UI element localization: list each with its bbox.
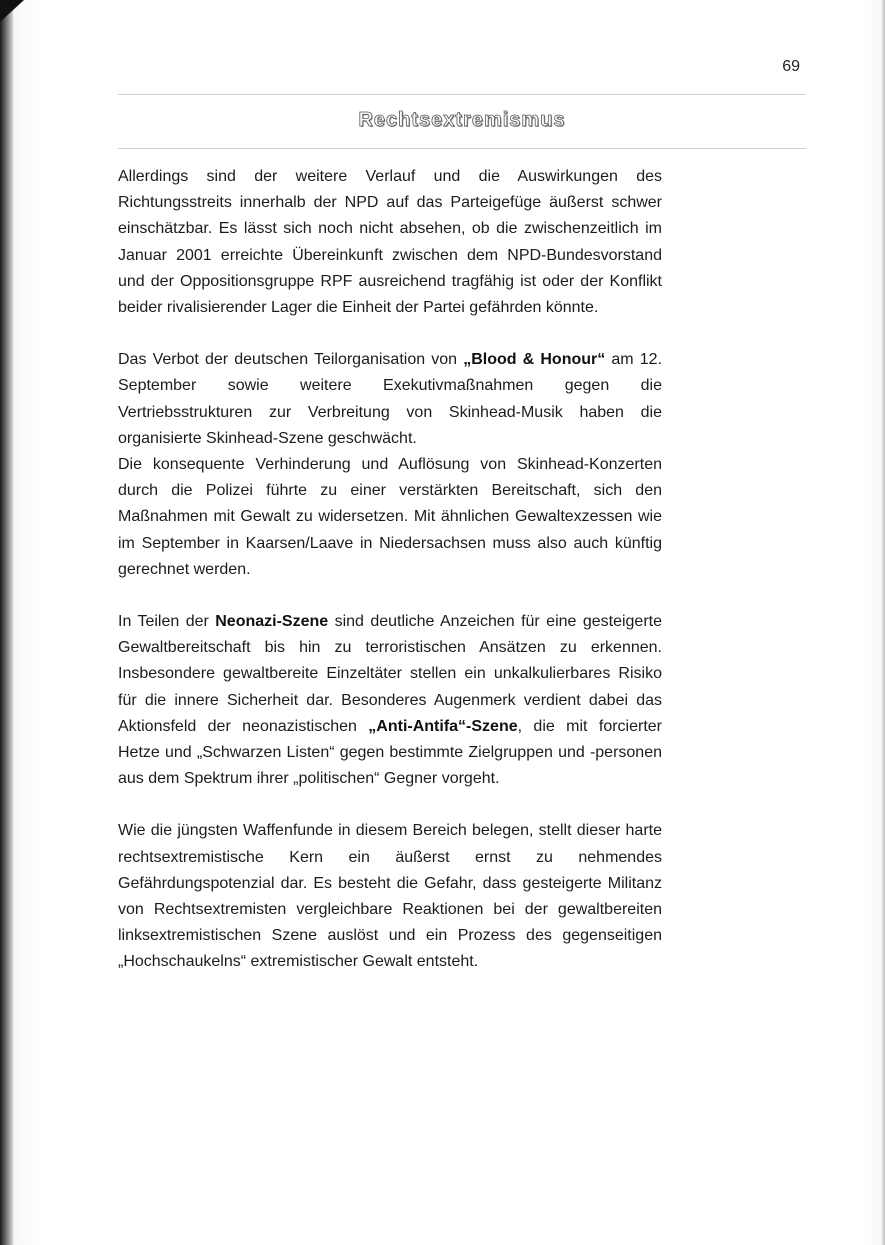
bold-term: „Blood & Honour“ bbox=[463, 351, 606, 369]
text-run: sind deutliche Anzeichen für eine gesteigerte Gewaltbereitschaft bis hin zu terroristischen Ansätzen zu erkennen. Insbesondere gewaltbereite Einzeltäter stellen ein unkalkulierbares Risiko für die innere Sicherheit dar. Besonderes Augenmerk verdient dabei das Aktionsfeld der neonazistischen bbox=[118, 613, 662, 735]
binding-corner-mark bbox=[0, 0, 24, 22]
text-run: , die mit forcierter Hetze und „Schwarzen Listen“ gegen bestimmte Zielgruppen und -personen aus dem Spektrum ihrer „politischen“ Gegner vorgeht. bbox=[118, 717, 663, 788]
page-right-edge bbox=[881, 0, 885, 1245]
text-run: Das Verbot der deutschen Teilorganisation von bbox=[118, 351, 464, 369]
paragraph bbox=[118, 164, 662, 321]
paragraph bbox=[118, 347, 662, 452]
text-run: Die konsequente Verhinderung und Auflösung von Skinhead-Konzerten durch die Polizei führte zu einer verstärkten Bereitschaft, sich den Maßnahmen mit Gewalt zu widersetzen. Mit ähnlichen Gewaltexzessen wie im September in Kaarsen/Laave in Niedersachsen muss also auch künftig gerechnet werden. bbox=[118, 456, 662, 578]
text-run: Wie die jüngsten Waffenfunde in diesem Bereich belegen, stellt dieser harte rechtsextremistische Kern ein äußerst ernst zu nehmendes Gefährdungspotenzial dar. Es besteht die Gefahr, dass gesteigerte Militanz von Rechtsextremisten vergleichbare Reaktionen bei der gewaltbereiten linksextremistischen Szene auslöst und ein Prozess des gegenseitigen „Hochschaukelns“ extremistischer Gewalt entsteht. bbox=[118, 822, 662, 971]
text-run: am 12. September sowie weitere Exekutivmaßnahmen gegen die Vertriebsstrukturen zur Verbreitung von Skinhead-Musik haben die organisierte Skinhead-Szene geschwächt. bbox=[118, 351, 663, 447]
bold-term: „Anti-Antifa“-Szene bbox=[368, 717, 518, 735]
running-head-title: Rechtsextremismus bbox=[358, 109, 566, 131]
text-run: Allerdings sind der weitere Verlauf und die Auswirkungen des Richtungsstreits innerhalb der NPD auf das Parteigefüge äußerst schwer einschätzbar. Es lässt sich noch nicht absehen, ob die zwischenzeitlich im Januar 2001 erreichte Übereinkunft zwischen dem NPD-Bundesvorstand und der Oppositionsgruppe RPF ausreichend tragfähig ist oder der Konflikt beider rivalisierender Lager die Einheit der Partei gefährden könnte. bbox=[118, 168, 662, 317]
header-rule-top bbox=[118, 94, 806, 95]
book-binding-shadow bbox=[0, 0, 14, 1245]
body-text bbox=[118, 164, 662, 976]
text-run: In Teilen der bbox=[118, 613, 216, 631]
paragraph bbox=[118, 609, 662, 792]
header-rule-bottom bbox=[118, 148, 806, 149]
paragraph bbox=[118, 452, 662, 583]
bold-term: Neonazi-Szene bbox=[215, 613, 329, 631]
page-number: 69 bbox=[782, 58, 800, 75]
paragraph bbox=[118, 818, 662, 975]
